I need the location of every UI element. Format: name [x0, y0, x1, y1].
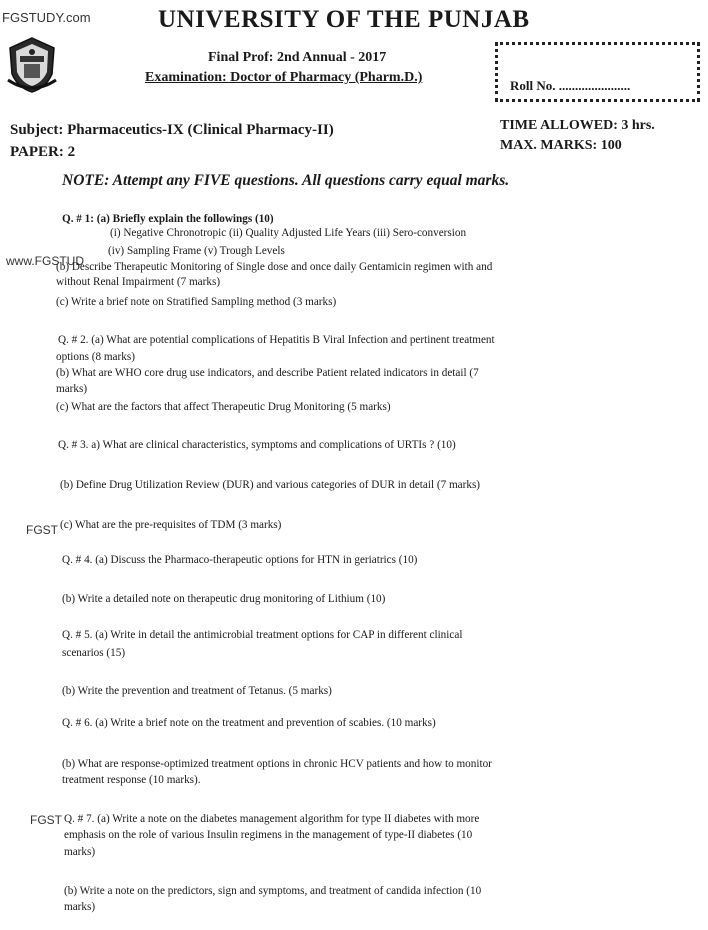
watermark-left-1: www.FGSTUD	[6, 254, 84, 268]
q4-part-a: Q. # 4. (a) Discuss the Pharmaco-therapeutic options for HTN in geriatrics (10)	[62, 554, 418, 566]
exam-name: Examination: Doctor of Pharmacy (Pharm.D.)	[145, 70, 423, 85]
q5-part-b: (b) Write the prevention and treatment of Tetanus. (5 marks)	[62, 685, 332, 697]
q4-part-b: (b) Write a detailed note on therapeutic drug monitoring of Lithium (10)	[62, 593, 386, 605]
max-marks: MAX. MARKS: 100	[500, 138, 622, 153]
q1-part-c: (c) Write a brief note on Stratified Sampling method (3 marks)	[56, 296, 337, 308]
q2-part-a-line-2: options (8 marks)	[56, 351, 135, 363]
q3-part-a: Q. # 3. a) What are clinical characteristics, symptoms and complications of URTIs ? (10)	[58, 439, 456, 451]
paper-number: PAPER: 2	[10, 144, 76, 160]
q6-part-b-line-2: treatment response (10 marks).	[62, 774, 201, 786]
q7-part-a-line-2: emphasis on the role of various Insulin regimens in the management of type-II diabetes (10	[64, 829, 473, 841]
q7-part-a-line-3: marks)	[64, 846, 96, 858]
q1-terms-row-2: (iv) Sampling Frame (v) Trough Levels	[108, 245, 285, 257]
subject-line: Subject: Pharmaceutics-IX (Clinical Pharmacy-II)	[10, 122, 334, 138]
instructions-note: NOTE: Attempt any FIVE questions. All questions carry equal marks.	[62, 172, 510, 189]
q6-part-a: Q. # 6. (a) Write a brief note on the treatment and prevention of scabies. (10 marks)	[62, 717, 436, 729]
q2-part-a-line-1: Q. # 2. (a) What are potential complications of Hepatitis B Viral Infection and pertinent treatment	[58, 334, 495, 346]
q3-part-b: (b) Define Drug Utilization Review (DUR) and various categories of DUR in detail (7 marks)	[60, 479, 481, 491]
q3-part-c: (c) What are the pre-requisites of TDM (3 marks)	[60, 519, 282, 531]
university-title: UNIVERSITY OF THE PUNJAB	[158, 6, 530, 33]
q5-part-a-line-2: scenarios (15)	[62, 647, 126, 659]
time-allowed: TIME ALLOWED: 3 hrs.	[500, 118, 655, 133]
watermark-left-3: FGST	[30, 813, 62, 827]
q2-part-c: (c) What are the factors that affect Therapeutic Drug Monitoring (5 marks)	[56, 401, 391, 413]
watermark-top-left: FGSTUDY.com	[2, 10, 91, 25]
watermark-left-2: FGST	[26, 523, 58, 537]
q7-part-a-line-1: Q. # 7. (a) Write a note on the diabetes management algorithm for type II diabetes with more	[64, 813, 480, 825]
q1-part-b-line-1: (b) Describe Therapeutic Monitoring of Single dose and once daily Gentamicin regimen with and	[56, 261, 493, 273]
roll-number-field[interactable]: Roll No. ......................	[510, 78, 631, 93]
q7-part-b-line-1: (b) Write a note on the predictors, sign and symptoms, and treatment of candida infection (10	[64, 885, 482, 897]
q2-part-b-line-2: marks)	[56, 383, 88, 395]
q2-part-b-line-1: (b) What are WHO core drug use indicators, and describe Patient related indicators in detail (7	[56, 367, 479, 379]
university-crest-icon	[6, 36, 58, 94]
q7-part-b-line-2: marks)	[64, 901, 96, 913]
q1-terms-row-1: (i) Negative Chronotropic (ii) Quality Adjusted Life Years (iii) Sero-conversion	[110, 227, 467, 239]
q6-part-b-line-1: (b) What are response-optimized treatment options in chronic HCV patients and how to monitor	[62, 758, 492, 770]
q1-part-a: Q. # 1: (a) Briefly explain the followings (10)	[62, 213, 274, 225]
q5-part-a-line-1: Q. # 5. (a) Write in detail the antimicrobial treatment options for CAP in different clinical	[62, 629, 463, 641]
exam-session: Final Prof: 2nd Annual - 2017	[208, 50, 387, 65]
q1-part-b-line-2: without Renal Impairment (7 marks)	[56, 276, 221, 288]
